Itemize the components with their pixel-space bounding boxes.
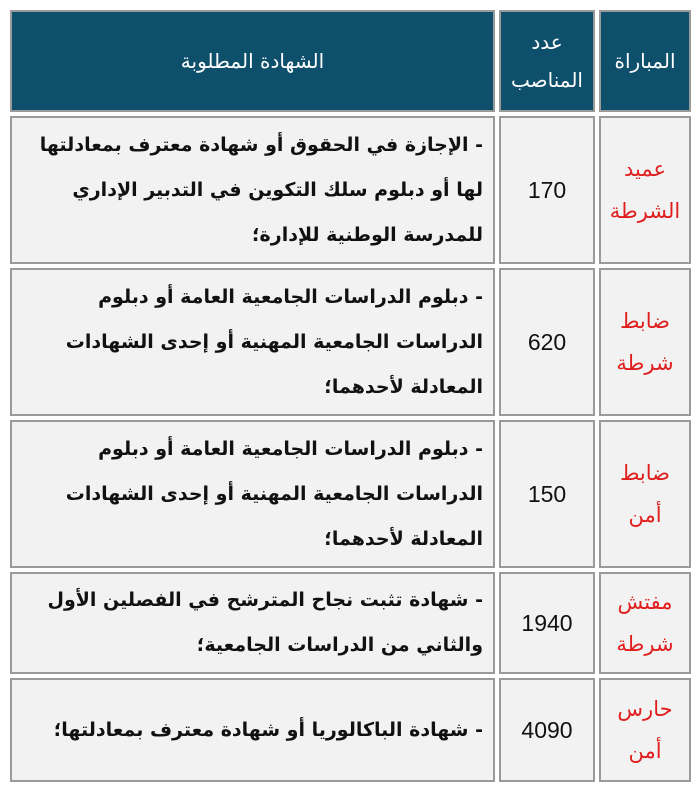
positions-cell: 620 (499, 268, 595, 416)
table-row (10, 116, 691, 264)
table-row (10, 678, 691, 782)
table-row (10, 572, 691, 674)
role-line1: ضابط (619, 309, 670, 333)
role-line2: أمن (628, 739, 662, 763)
header-positions-line1: عدد (531, 30, 563, 54)
role-cell (599, 678, 691, 782)
header-positions (499, 10, 595, 112)
role-cell (599, 268, 691, 416)
role-line2: الشرطة (609, 199, 681, 223)
role-line1: حارس (617, 697, 673, 721)
role-cell (599, 572, 691, 674)
requirement-cell: - شهادة الباكالوريا أو شهادة معترف بمعادلتها؛ (10, 678, 495, 782)
table-row (10, 268, 691, 416)
requirement-cell: - دبلوم الدراسات الجامعية العامة أو دبلوم الدراسات الجامعية المهنية أو إحدى الشهادات المعادلة لأحدهما؛ (10, 420, 495, 568)
table-row (10, 420, 691, 568)
role-line2: شرطة (616, 632, 674, 656)
header-certificate: الشهادة المطلوبة (10, 10, 495, 112)
positions-cell: 1940 (499, 572, 595, 674)
header-competition: المباراة (599, 10, 691, 112)
recruitment-table (6, 6, 695, 786)
requirement-cell: - الإجازة في الحقوق أو شهادة معترف بمعادلتها لها أو دبلوم سلك التكوين في التدبير الإداري للمدرسة الوطنية للإدارة؛ (10, 116, 495, 264)
header-positions-line2: المناصب (511, 68, 583, 92)
role-line1: عميد (623, 157, 667, 181)
role-line1: مفتش (617, 590, 673, 614)
requirement-cell: - شهادة تثبت نجاح المترشح في الفصلين الأول والثاني من الدراسات الجامعية؛ (10, 572, 495, 674)
positions-cell: 170 (499, 116, 595, 264)
positions-cell: 150 (499, 420, 595, 568)
role-line2: شرطة (616, 351, 674, 375)
role-line1: ضابط (619, 461, 670, 485)
positions-cell: 4090 (499, 678, 595, 782)
role-line2: أمن (628, 503, 662, 527)
table-header-row (10, 10, 691, 112)
requirement-cell: - دبلوم الدراسات الجامعية العامة أو دبلوم الدراسات الجامعية المهنية أو إحدى الشهادات المعادلة لأحدهما؛ (10, 268, 495, 416)
role-cell (599, 116, 691, 264)
role-cell (599, 420, 691, 568)
